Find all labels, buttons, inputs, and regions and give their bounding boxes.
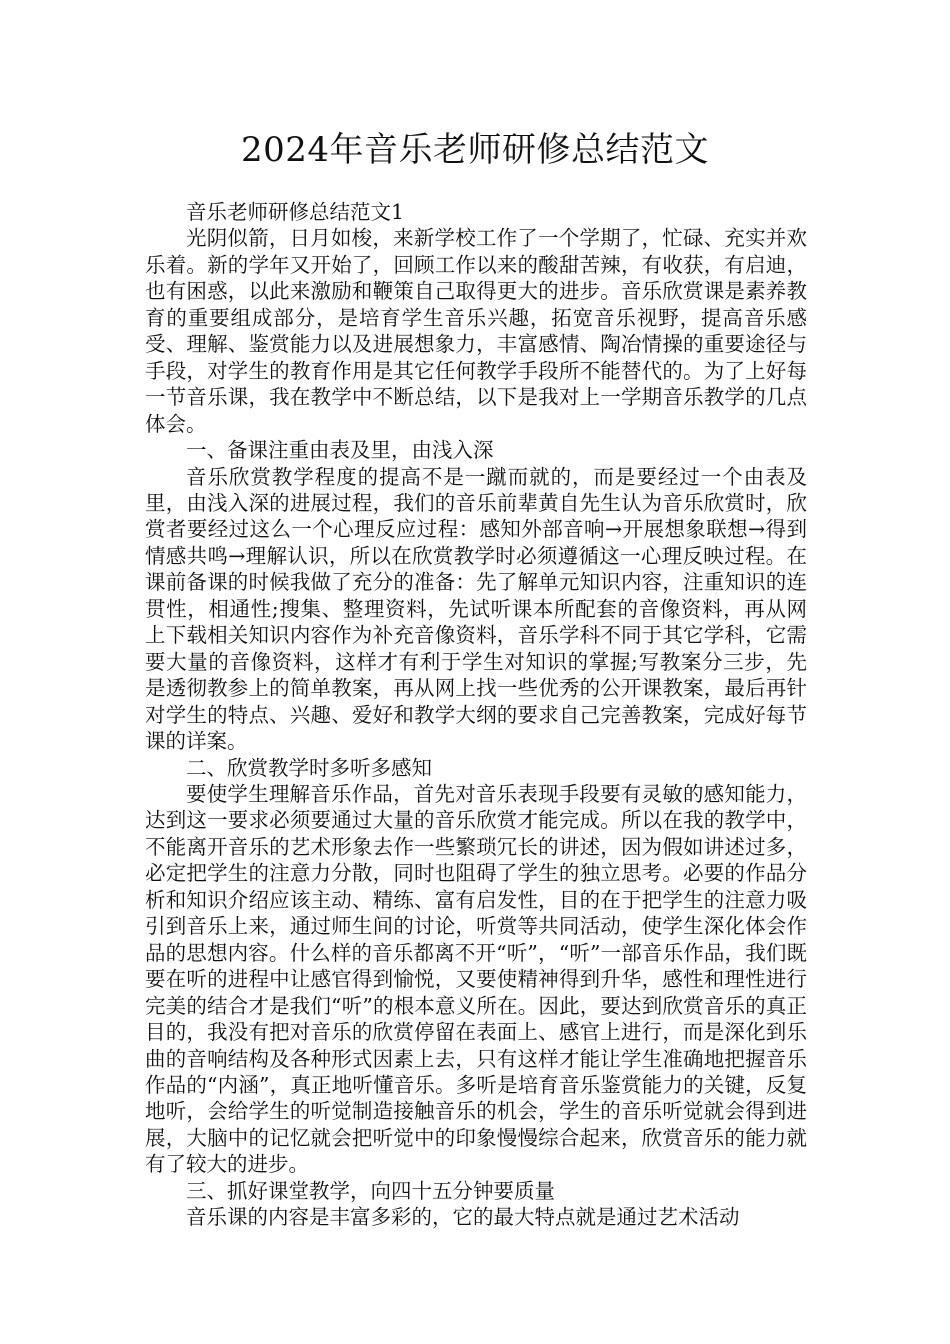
section-heading: 一、备课注重由表及里，由浅入深 (186, 438, 494, 463)
document-title: 2024年音乐老师研修总结范文 (240, 130, 710, 170)
section-heading: 二、欣赏教学时多听多感知 (186, 755, 432, 780)
body-paragraph: 要使学生理解音乐作品，首先对音乐表现手段要有灵敏的感知能力，达到这一要求必须要通过大量的音乐欣赏才能完成。所以在我的教学中，不能离开音乐的艺术形象去作一些繁琐冗长的讲述，因为假如讲述过多，必定把学生的注意力分散，同时也阻碍了学生的独立思考。必要的作品分析和知识介绍应该主动、精练、富有启发性，目的在于把学生的注意力吸引到音乐上来，通过师生间的讨论，听赏等共同活动，使学生深化体会作品的思想内容。什么样的音乐都离不开“听”，“听”一部音乐作品，我们既要在听的进程中让感官得到愉悦，又要使精神得到升华，感性和理性进行完美的结合才是我们“听”的根本意义所在。因此，要达到欣赏音乐的真正目的，我没有把对音乐的欣赏停留在表面上、感官上进行，而是深化到乐曲的音响结构及各种形式因素上去，只有这样才能让学生准确地把握音乐作品的“内涵”，真正地听懂音乐。多听是培育音乐鉴赏能力的关键，反复地听，会给学生的听觉制造接触音乐的机会，学生的音乐听觉就会得到进展，大脑中的记忆就会把听觉中的印象慢慢综合起来，欣赏音乐的能力就有了较大的进步。 (145, 781, 807, 1177)
body-paragraph: 光阴似箭，日月如梭，来新学校工作了一个学期了，忙碌、充实并欢乐着。新的学年又开始了，回顾工作以来的酸甜苦辣，有收获，有启迪，也有困惑，以此来激励和鞭策自己取得更大的进步。音乐欣赏课是素养教育的重要组成部分，是培育学生音乐兴趣，拓宽音乐视野，提高音乐感受、理解、鉴赏能力以及进展想象力，丰富感情、陶冶情操的重要途径与手段，对学生的教育作用是其它任何教学手段所不能替代的。为了上好每一节音乐课，我在教学中不断总结，以下是我对上一学期音乐教学的几点体会。 (145, 226, 807, 436)
body-paragraph: 音乐课的内容是丰富多彩的，它的最大特点就是通过艺术活动 (186, 1205, 740, 1230)
body-paragraph: 音乐欣赏教学程度的提高不是一蹴而就的，而是要经过一个由表及里，由浅入深的进展过程，我们的音乐前辈黄自先生认为音乐欣赏时，欣赏者要经过这么一个心理反应过程：感知外部音响→开展想象联想→得到情感共鸣→理解认识，所以在欣赏教学时必须遵循这一心理反映过程。在课前备课的时候我做了充分的准备：先了解单元知识内容，注重知识的连贯性，相通性;搜集、整理资料，先试听课本所配套的音像资料，再从网上下载相关知识内容作为补充音像资料，音乐学科不同于其它学科，它需要大量的音像资料，这样才有利于学生对知识的掌握;写教案分三步，先是透彻教参上的简单教案，再从网上找一些优秀的公开课教案，最后再针对学生的特点、兴趣、爱好和教学大纲的要求自己完善教案，完成好每节课的详案。 (145, 464, 807, 754)
document-body (145, 199, 807, 1231)
section-heading: 三、抓好课堂教学，向四十五分钟要质量 (186, 1178, 555, 1203)
section-subtitle: 音乐老师研修总结范文1 (186, 200, 405, 224)
